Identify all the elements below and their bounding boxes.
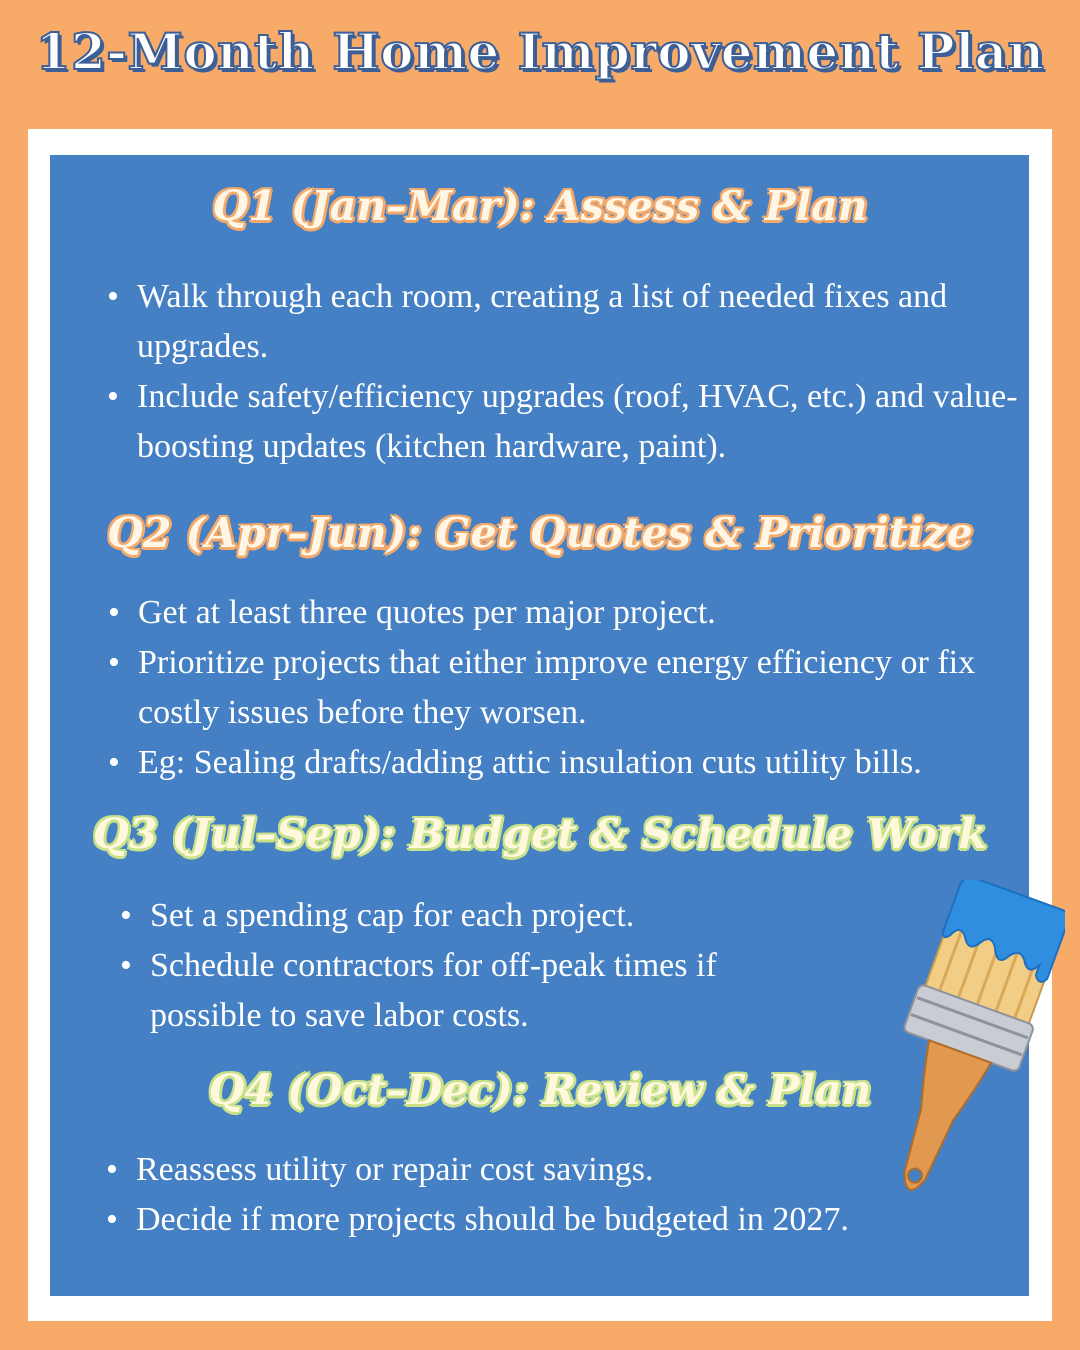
paintbrush-icon [835, 880, 1065, 1220]
list-item: • Schedule contractors for off-peak times if possible to save labor costs. [120, 947, 717, 1034]
section-heading-q2: Q2 (Apr–Jun): Get Quotes & Prioritize [107, 509, 973, 557]
list-item: • Prioritize projects that either improve energy efficiency or fix costly issues before they worsen. [108, 644, 976, 731]
list-item: • Walk through each room, creating a list of needed fixes and upgrades. [107, 278, 948, 365]
section-heading-q3: Q3 (Jul–Sep): Budget & Schedule Work [93, 810, 987, 858]
page-title: 12-Month Home Improvement Plan [35, 22, 1045, 81]
list-item: • Reassess utility or repair cost savings. [106, 1151, 654, 1188]
section-heading-q1: Q1 (Jan–Mar): Assess & Plan [212, 182, 868, 230]
list-item: • Include safety/efficiency upgrades (roof, HVAC, etc.) and value-boosting updates (kitchen hardware, paint). [107, 378, 1018, 465]
section-list-q1 [107, 272, 1027, 472]
section-list-q3 [120, 891, 830, 1041]
list-item: • Decide if more projects should be budgeted in 2027. [106, 1201, 849, 1238]
section-heading-q4: Q4 (Oct–Dec): Review & Plan [208, 1066, 872, 1114]
list-item: • Get at least three quotes per major project. [108, 594, 716, 631]
list-item: • Eg: Sealing drafts/adding attic insulation cuts utility bills. [108, 744, 922, 781]
section-list-q2 [108, 588, 1028, 788]
list-item: • Set a spending cap for each project. [120, 897, 635, 934]
